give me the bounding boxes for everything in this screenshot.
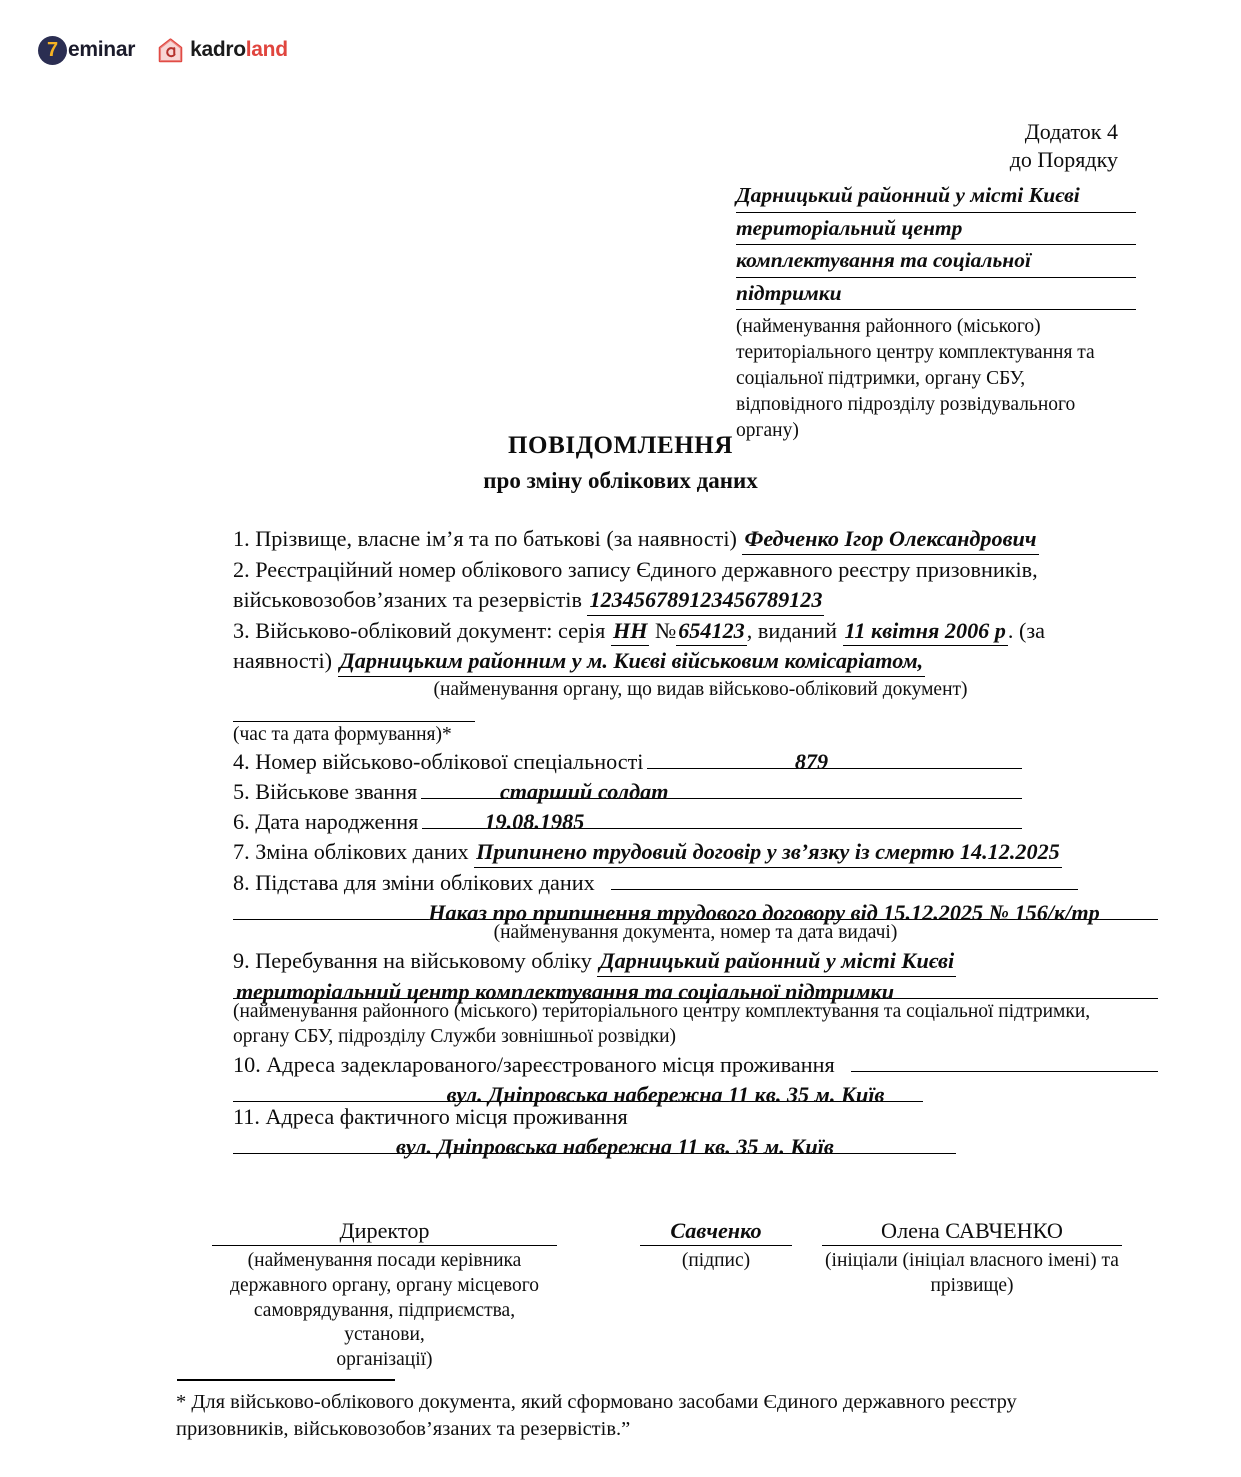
footnote-line-1: * Для військово-облікового документа, який сформовано засобами Єдиного державного реєстру (176, 1391, 1017, 1413)
field-military-document-issue-date[interactable]: 11 квітня 2006 р (843, 616, 1008, 647)
house-at-icon (157, 37, 184, 64)
field-actual-address-rule-right (837, 1132, 956, 1154)
recipient-caption-line-5: органу) (736, 420, 799, 442)
field-data-change (233, 837, 1158, 868)
field-military-document-caption: (найменування органу, що видав військово-обліковий документ) (433, 679, 968, 701)
field-declared-address-value-row (233, 1080, 923, 1107)
field-registry-number-label: військовозобов’язаних та резервістів (233, 586, 582, 612)
document-title: ПОВІДОМЛЕННЯ (508, 432, 733, 459)
field-change-basis-label: 8. Підстава для зміни облікових даних (233, 870, 595, 896)
footnote-rule (177, 1379, 395, 1381)
kadroland-wordmark (190, 38, 288, 62)
document-body (233, 524, 1158, 1160)
field-military-document-label-c: , виданий (746, 617, 837, 643)
field-full-name-value[interactable]: Федченко Ігор Олександрович (742, 524, 1038, 555)
signature-sign-value[interactable]: Савченко (640, 1218, 792, 1246)
field-change-basis (233, 868, 1078, 898)
signature-position-column (212, 1218, 557, 1373)
field-birth-date-rule-left (422, 807, 460, 829)
field-registration-place-value-2[interactable]: територіальний центр комплектування та соціальної підтримки (233, 977, 897, 999)
signature-name-column (822, 1218, 1122, 1299)
signature-name-caption (822, 1249, 1122, 1299)
field-registry-number (233, 585, 1158, 616)
field-registry-number-value[interactable]: 123456789123456789123 (587, 585, 824, 616)
field-military-document-series[interactable]: НН (611, 616, 650, 647)
field-military-rank-value[interactable]: старший солдат (479, 777, 689, 799)
document-subtitle: про зміну облікових даних (483, 468, 758, 493)
signature-position-caption-line-3: самоврядування, підприємства, установи, (253, 1299, 516, 1346)
field-birth-date-label: 6. Дата народження (233, 809, 419, 835)
signature-sign-caption: (підпис) (681, 1250, 751, 1271)
field-military-rank (233, 777, 1022, 807)
seminar-logo[interactable] (38, 36, 135, 65)
document-header-block (736, 118, 1136, 444)
recipient-org-line-4: підтримки (736, 278, 1136, 311)
signature-position-caption-line-2: державного органу, органу місцевого (230, 1274, 539, 1296)
field-birth-date (233, 807, 1022, 837)
field-full-name (233, 524, 1158, 555)
field-actual-address-value-row (233, 1132, 956, 1160)
recipient-caption (736, 314, 1136, 444)
field-declared-address-rule (851, 1050, 1158, 1072)
field-registry-number-label-line1: 2. Реєстраційний номер облікового запису Єдиного державного реєстру призовників, (233, 556, 1038, 582)
field-change-basis-rule (611, 868, 1078, 890)
field-specialty-number-label: 4. Номер військово-облікової спеціальності (233, 749, 644, 775)
field-change-basis-caption: (найменування документа, номер та дата видачі) (493, 922, 898, 944)
recipient-org-line-2: територіальний центр (736, 213, 1136, 246)
appendix-to-order: до Порядку (1009, 147, 1118, 173)
field-registration-place-rule (897, 977, 1158, 999)
field-military-rank-rule-left (421, 777, 479, 799)
field-birth-date-rule-right (608, 807, 1022, 829)
field-specialty-number (233, 747, 1022, 777)
brand-bar (38, 32, 288, 68)
appendix-number: Додаток 4 (1024, 119, 1118, 144)
field-registration-place-caption-1: (найменування районного (міського) територіального центру комплектування та соціальної підтримки, (233, 1000, 1091, 1022)
signature-name-caption-line-2: прізвище) (930, 1274, 1014, 1296)
field-full-name-label: 1. Прізвище, власне ім’я та по батькові (за наявності) (233, 526, 737, 551)
field-military-document-number[interactable]: 654123 (676, 616, 747, 647)
field-military-rank-label: 5. Військове звання (233, 779, 418, 805)
field-military-document-label-e: наявності) (233, 648, 333, 674)
field-military-document-label-a: 3. Військово-обліковий документ: серія (233, 617, 606, 643)
field-specialty-number-value[interactable]: 879 (782, 747, 840, 769)
field-registration-place-line1 (233, 946, 1158, 977)
field-military-document-authority[interactable]: Дарницьким районним у м. Києві військовим комісаріатом, (338, 646, 926, 677)
field-declared-address (233, 1050, 1158, 1080)
field-birth-date-value[interactable]: 19.08.1985 (460, 807, 608, 829)
signature-block (212, 1218, 1172, 1373)
seminar-wordmark: eminar (68, 38, 136, 61)
field-specialty-number-rule-right (840, 747, 1022, 769)
recipient-org-line-3: комплектування та соціальної (736, 245, 1136, 278)
field-actual-address-label: 11. Адреса фактичного місця проживання (233, 1104, 628, 1130)
field-change-basis-value[interactable]: Наказ про припинення трудового договору від 15.12.2025 № 156/к/тр (370, 898, 1158, 920)
field-actual-address-rule-left (233, 1132, 393, 1154)
kadroland-word-dark: kadro (190, 38, 246, 61)
signature-name-value[interactable]: Олена САВЧЕНКО (822, 1218, 1122, 1246)
signature-position-caption-line-1: (найменування посади керівника (247, 1250, 522, 1271)
recipient-caption-line-2: територіального центру комплектування та (736, 342, 1095, 364)
field-registration-place-caption-2: органу СБУ, підрозділу Служби зовнішньої розвідки) (233, 1026, 677, 1048)
field-military-document-line1 (233, 616, 1158, 647)
field-registration-place-value-1[interactable]: Дарницький районний у місті Києві (597, 946, 956, 977)
signature-position-value[interactable]: Директор (212, 1218, 557, 1246)
field-actual-address-value[interactable]: вул. Дніпровська набережна 11 кв. 35 м. Київ (393, 1132, 837, 1154)
field-declared-address-rule-left (233, 1080, 408, 1102)
kadroland-logo[interactable] (157, 37, 288, 64)
field-data-change-label: 7. Зміна облікових даних (233, 839, 469, 865)
field-declared-address-label: 10. Адреса задекларованого/зареєстрованого місця проживання (233, 1051, 835, 1077)
field-change-basis-rule-left (233, 898, 370, 920)
signature-name-caption-line-1: (ініціали (ініціал власного імені) та (825, 1250, 1119, 1271)
recipient-caption-line-4: відповідного підрозділу розвідувального (736, 394, 1076, 416)
kadroland-word-red: land (245, 38, 288, 61)
recipient-caption-line-3: соціальної підтримки, органу СБУ, (736, 368, 1026, 390)
field-military-document-label-d: . (за (1007, 617, 1046, 643)
seven-circle-icon: 7 (38, 36, 67, 65)
recipient-org-line-1: Дарницький районний у місті Києві (736, 180, 1136, 213)
field-registration-place-line2 (233, 977, 1158, 1004)
field-data-change-value[interactable]: Припинено трудовий договір у зв’язку із смертю 14.12.2025 (474, 837, 1062, 868)
formation-datetime-caption: (час та дата формування)* (233, 723, 452, 745)
recipient-caption-line-1: (найменування районного (міського) (736, 316, 1041, 338)
field-change-basis-value-row (233, 898, 1158, 926)
signature-position-caption-line-4: організації) (336, 1349, 433, 1370)
field-specialty-number-rule-left (647, 747, 782, 769)
field-military-document-label-b: № (655, 617, 677, 643)
footnote (176, 1389, 1076, 1444)
field-declared-address-value[interactable]: вул. Дніпровська набережна 11 кв. 35 м. Київ (408, 1080, 923, 1102)
field-registration-place-label: 9. Перебування на військовому обліку (233, 947, 592, 973)
footnote-line-2: призовників, військовозобов’язаних та резервістів.” (176, 1418, 631, 1441)
signature-position-caption (212, 1249, 557, 1373)
recipient-organisation (736, 180, 1136, 310)
field-military-document-line2 (233, 646, 1158, 677)
field-military-rank-rule-right (689, 777, 1022, 799)
signature-sign-column (640, 1218, 792, 1274)
